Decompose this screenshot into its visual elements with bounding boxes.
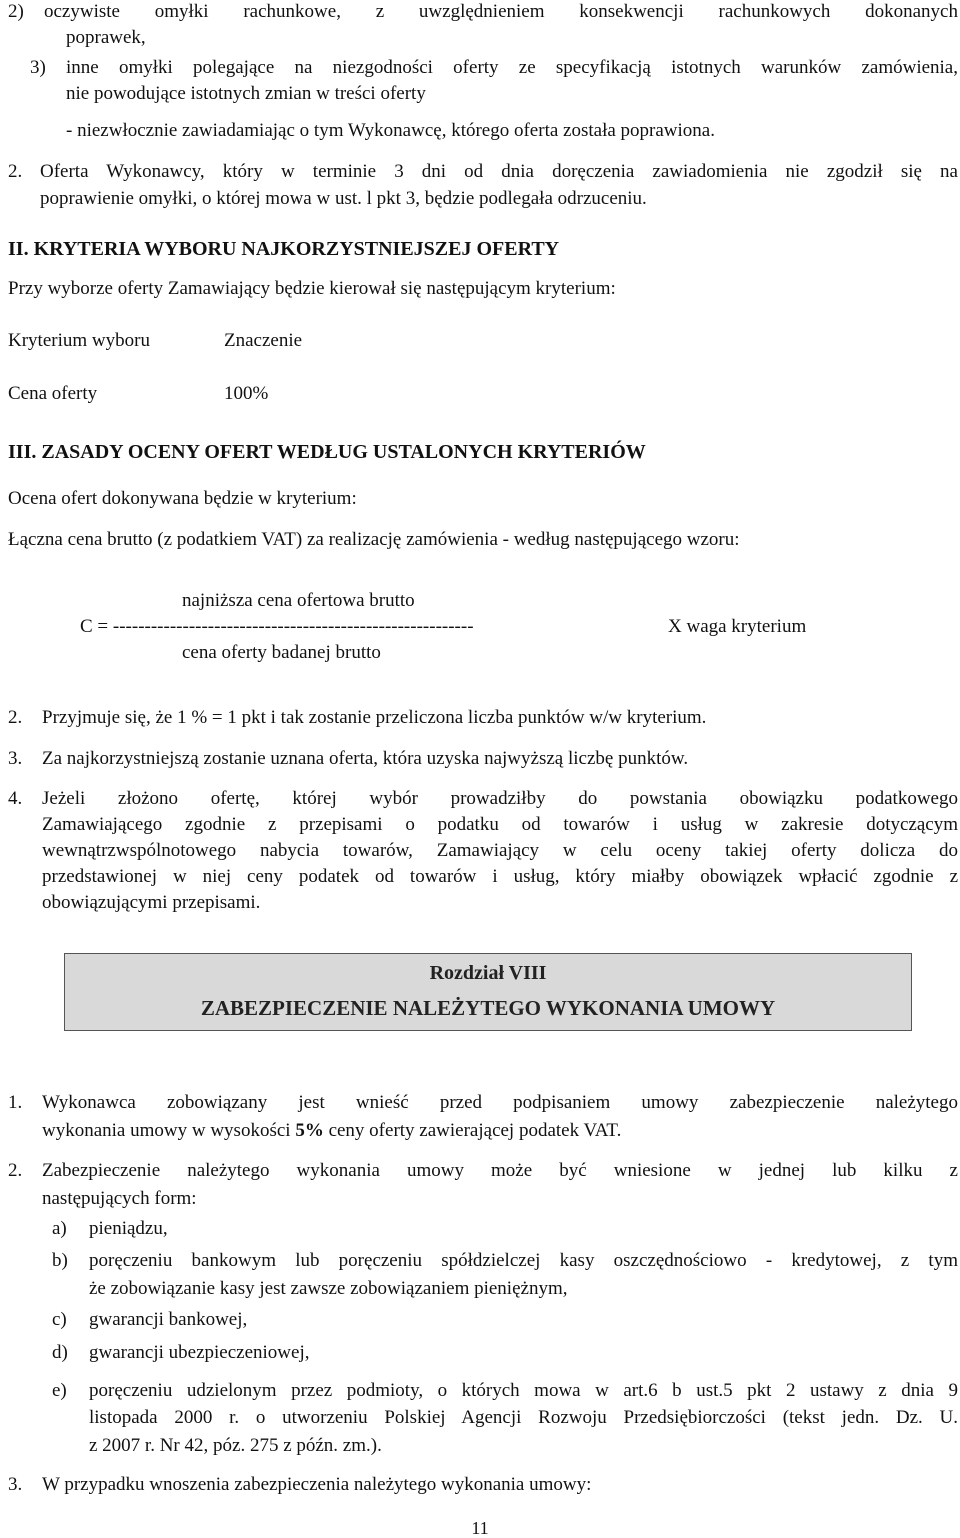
text-run: ceny oferty zawierającej podatek VAT. [323, 1120, 622, 1141]
form-item: listopada 2000 r. o utworzeniu Polskiej Agencji Rozwoju Przedsiębiorczości (tekst jedn. Dz. U. [89, 1407, 958, 1428]
form-letter: e) [52, 1380, 67, 1401]
formula-numerator: najniższa cena ofertowa brutto [182, 590, 415, 611]
weight-column-header: Znaczenie [224, 330, 303, 351]
paragraph-number: 3. [8, 1474, 23, 1495]
paragraph-number: 2. [8, 707, 23, 728]
paragraph-line: wewnątrzwspólnotowego nabycia towarów, Zamawiający w celu oceny takiej oferty dolicza do [42, 840, 958, 861]
form-item: że zobowiązanie kasy jest zawsze zobowiązaniem pieniężnym, [89, 1278, 568, 1299]
paragraph-line: Zamawiającego zgodnie z przepisami o podatku od towarów i usług w zakresie dotyczącym [42, 814, 958, 835]
paragraph-line: Oferta Wykonawcy, który w terminie 3 dni od dnia doręczenia zawiadomienia nie zgodził się na [40, 161, 958, 182]
criteria-name: Cena oferty [8, 383, 98, 404]
paragraph-line [42, 1118, 621, 1144]
list-number: 3) [30, 57, 46, 78]
paragraph-line: inne omyłki polegające na niezgodności oferty ze specyfikacją istotnych warunków zamówienia, [66, 57, 958, 78]
chapter-title: ZABEZPIECZENIE NALEŻYTEGO WYKONANIA UMOWY [200, 996, 776, 1020]
formula-description: Łączna cena brutto (z podatkiem VAT) za realizację zamówienia - według następującego wzoru: [8, 529, 740, 550]
list-number: 2) [8, 1, 24, 22]
form-item: pieniądzu, [89, 1218, 168, 1239]
section-heading: II. KRYTERIA WYBORU NAJKORZYSTNIEJSZEJ OFERTY [8, 238, 560, 260]
paragraph-line: poprawek, [66, 27, 146, 48]
formula-denominator: cena oferty badanej brutto [182, 642, 381, 663]
section-heading: III. ZASADY OCENY OFERT WEDŁUG USTALONYCH KRYTERIÓW [8, 441, 646, 463]
formula-multiplier: X waga kryterium [668, 616, 807, 637]
form-letter: c) [52, 1309, 67, 1330]
paragraph-line: Jeżeli złożono ofertę, której wybór prowadziłby do powstania obowiązku podatkowego [42, 788, 958, 809]
page-number: 11 [471, 1518, 489, 1538]
form-item: gwarancji ubezpieczeniowej, [89, 1342, 310, 1363]
form-letter: a) [52, 1218, 67, 1239]
paragraph-line: przedstawionej w niej ceny podatek od towarów i usług, który miałby obowiązek wpłacić zgodnie z [42, 866, 958, 887]
paragraph-line: obowiązującymi przepisami. [42, 892, 261, 913]
paragraph-line: następujących form: [42, 1188, 197, 1209]
paragraph-line: Wykonawca zobowiązany jest wnieść przed podpisaniem umowy zabezpieczenie należytego [42, 1092, 958, 1113]
percentage-value: 5% [295, 1120, 324, 1141]
section-intro: Ocena ofert dokonywana będzie w kryterium: [8, 488, 357, 509]
paragraph-line: Za najkorzystniejszą zostanie uznana oferta, która uzyska najwyższą liczbę punktów. [42, 748, 689, 769]
form-item: poręczeniu udzielonym przez podmioty, o których mowa w art.6 b ust.5 pkt 2 ustawy z dnia 9 [89, 1380, 958, 1401]
form-item: z 2007 r. Nr 42, póz. 275 z późn. zm.). [89, 1435, 382, 1456]
paragraph-line: Zabezpieczenie należytego wykonania umowy może być wniesione w jednej lub kilku z [42, 1160, 958, 1181]
chapter-label: Rozdział VIII [429, 962, 547, 984]
paragraph-line: W przypadku wnoszenia zabezpieczenia należytego wykonania umowy: [42, 1474, 592, 1495]
paragraph-line: nie powodujące istotnych zmian w treści oferty [66, 83, 426, 104]
paragraph-line: Przyjmuje się, że 1 % = 1 pkt i tak zostanie przeliczona liczba punktów w/w kryterium. [42, 707, 707, 728]
paragraph-line: poprawienie omyłki, o której mowa w ust. l pkt 3, będzie podlegała odrzuceniu. [40, 188, 647, 209]
notice-line: - niezwłocznie zawiadamiając o tym Wykonawcę, którego oferta została poprawiona. [66, 120, 715, 141]
form-letter: b) [52, 1250, 68, 1271]
paragraph-number: 1. [8, 1092, 23, 1113]
paragraph-number: 4. [8, 788, 23, 809]
paragraph-number: 3. [8, 748, 23, 769]
criteria-column-header: Kryterium wyboru [8, 330, 150, 351]
chapter-header-box [64, 953, 912, 1031]
paragraph-line: oczywiste omyłki rachunkowe, z uwzględnieniem konsekwencji rachunkowych dokonanych [44, 1, 958, 22]
paragraph-number: 2. [8, 161, 23, 182]
text-run: wykonania umowy w wysokości [42, 1120, 296, 1141]
criteria-weight: 100% [224, 383, 269, 404]
form-item: gwarancji bankowej, [89, 1309, 248, 1330]
section-intro: Przy wyborze oferty Zamawiający będzie kierował się następującym kryterium: [8, 278, 616, 299]
form-letter: d) [52, 1342, 68, 1363]
paragraph-number: 2. [8, 1160, 23, 1181]
form-item: poręczeniu bankowym lub poręczeniu spółdzielczej kasy oszczędnościowo - kredytowej, z tym [89, 1250, 958, 1271]
formula-fraction-line: C = --------------------------------------------------------- [80, 616, 474, 637]
